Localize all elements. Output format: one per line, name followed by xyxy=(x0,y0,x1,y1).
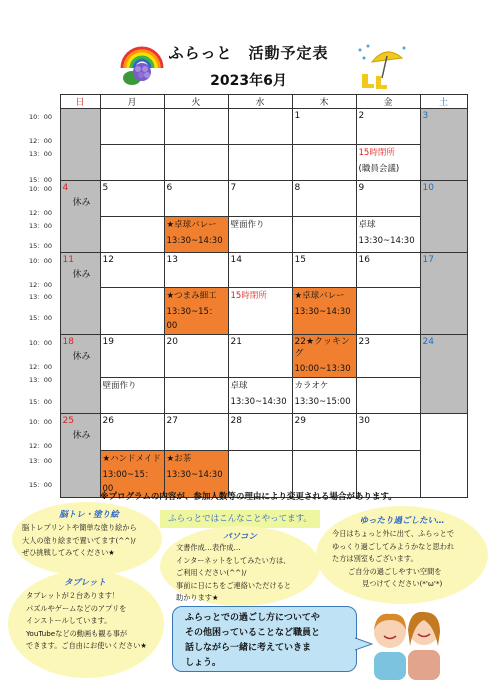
time-labels-week1 xyxy=(27,109,60,184)
calendar-cell-wed-pm xyxy=(228,378,292,414)
time-label-1300: 13：00 xyxy=(29,149,53,158)
event-time: 13:30~15:00 xyxy=(294,397,351,407)
closed-label: 休み xyxy=(72,352,91,362)
weekday-tue: 火 xyxy=(164,95,228,109)
calendar-cell-fri-pm xyxy=(356,288,420,335)
time-label-1000: 10：00 xyxy=(29,338,53,347)
weekday-fri: 金 xyxy=(356,95,420,109)
calendar-cell-thu-pm xyxy=(292,378,356,414)
calendar-cell-wed-am: 28 xyxy=(228,414,292,451)
relax-text: 今日はちょっと外に出て、ふらっとで ゆっくり過ごしてみようかなと思われ た方は別室もございます。 ご自分の過ごしやすい空間を 見つけてください(*'ω'*) xyxy=(332,529,455,588)
calendar-cell-mon-am: 19 xyxy=(100,335,164,378)
time-label-1000: 10：00 xyxy=(29,417,53,426)
calendar-cell-fri-am: 2 xyxy=(356,109,420,145)
calendar-cell-tue-pm xyxy=(164,288,228,335)
time-labels-week2 xyxy=(27,181,60,253)
calendar-cell-sat: 10 xyxy=(420,181,467,253)
calendar-cell-thu-pm xyxy=(292,288,356,335)
calendar-cell-sat: 3 xyxy=(420,109,467,181)
calendar-cell-tue-am xyxy=(164,109,228,145)
calendar-cell-sat: 24 xyxy=(420,335,467,414)
calendar-cell-wed-am: 7 xyxy=(228,181,292,217)
event-time: 13:30~14:30 xyxy=(166,236,223,246)
calendar-cell-sun: 18 休み xyxy=(60,335,100,414)
time-label-1500: 15：00 xyxy=(29,397,53,406)
calendar-cell-tue-am: 27 xyxy=(164,414,228,451)
event-label: ★卓球バレー xyxy=(166,220,217,230)
calendar-cell-fri-pm xyxy=(356,145,420,181)
closed-label: 休み xyxy=(72,270,91,280)
calendar-cell-thu-am: 1 xyxy=(292,109,356,145)
consultation-speech-box: ふらっとでの過ごし方についてや その他困っていることなど職員と 話しながら一緒に考えていきま しょう。 xyxy=(172,606,357,672)
time-labels-week4 xyxy=(27,335,60,414)
calendar-cell-thu-am: 29 xyxy=(292,414,356,451)
calendar-cell-mon-pm xyxy=(100,145,164,181)
closed-label: 休み xyxy=(72,431,91,441)
event-time: 13:00~15：00 xyxy=(102,470,154,494)
event-label: ★クッキング xyxy=(294,337,350,359)
calendar-cell-wed-pm xyxy=(228,145,292,181)
calendar-cell-thu-pm xyxy=(292,217,356,253)
time-label-1000: 10：00 xyxy=(29,184,53,193)
time-label-1500: 15：00 xyxy=(29,241,53,250)
calendar-cell-mon-am: 5 xyxy=(100,181,164,217)
time-labels-week3 xyxy=(27,253,60,335)
calendar-cell-tue-am: 20 xyxy=(164,335,228,378)
event-label: 壁面作り xyxy=(230,220,265,230)
time-label-1000: 10：00 xyxy=(29,112,53,121)
time-label-1300: 13：00 xyxy=(29,375,53,384)
event-label: ★卓球バレー xyxy=(294,291,345,301)
calendar-cell-wed-pm xyxy=(228,217,292,253)
event-label: ★ハンドメイド xyxy=(102,454,161,464)
calendar-cell-tue-am: 13 xyxy=(164,253,228,288)
calendar-cell-fri-am: 30 xyxy=(356,414,420,451)
pc-text: 文書作成…表作成… インターネットをしてみたい方は、 ご利用ください(^^)/ 事前に日にちをご連絡いただけると 助かります★ xyxy=(176,543,292,602)
calendar-cell-tue-pm xyxy=(164,378,228,414)
time-label-1200: 12：00 xyxy=(29,136,53,145)
calendar-cell-mon-pm xyxy=(100,378,164,414)
calendar-cell-mon-pm xyxy=(100,217,164,253)
month-subtitle: 2023年6月 xyxy=(210,73,287,89)
calendar-cell-sun xyxy=(60,109,100,181)
calendar-cell-wed-am xyxy=(228,109,292,145)
event-time: 13:30~15：00 xyxy=(166,307,218,331)
relax-title: ゆったり過ごしたい… xyxy=(359,516,445,526)
tablet-title: タブレット xyxy=(63,578,107,588)
event-time: 13:30~14:30 xyxy=(358,236,415,246)
activity-calendar xyxy=(27,94,468,498)
weekday-mon: 月 xyxy=(100,95,164,109)
time-labels-week5 xyxy=(27,414,60,498)
event-label: カラオケ xyxy=(294,381,329,391)
calendar-cell-sat-empty xyxy=(420,414,467,498)
calendar-cell-mon-pm xyxy=(100,288,164,335)
calendar-cell-thu-am: 15 xyxy=(292,253,356,288)
schedule-notice: ※プログラムの内容が、参加人数等の理由により変更される場合があります。 xyxy=(100,492,397,502)
event-label: ★お茶 xyxy=(166,454,192,464)
weekday-sat: 土 xyxy=(420,95,467,109)
time-header xyxy=(27,95,60,109)
calendar-cell-thu-pm xyxy=(292,145,356,181)
time-label-1500: 15：00 xyxy=(29,175,53,184)
event-label: 卓球 xyxy=(230,381,248,391)
calendar-cell-tue-am: 6 xyxy=(164,181,228,217)
time-label-1200: 12：00 xyxy=(29,280,53,289)
calendar-cell-fri-am: 16 xyxy=(356,253,420,288)
time-label-1000: 10：00 xyxy=(29,256,53,265)
time-label-1200: 12：00 xyxy=(29,208,53,217)
calendar-cell-mon-am: 26 xyxy=(100,414,164,451)
calendar-cell-fri-pm xyxy=(356,378,420,414)
calendar-cell-thu-am: 22★クッキング 10:00~13:30 xyxy=(292,335,356,378)
calendar-cell-sun: 25 休み xyxy=(60,414,100,498)
event-label: 壁面作り xyxy=(102,381,137,391)
calendar-cell-wed-am: 14 xyxy=(228,253,292,288)
staff-illustration xyxy=(368,592,448,682)
event-label: ★つまみ細工 xyxy=(166,291,217,301)
event-label: 15時閉所 xyxy=(358,148,395,158)
calendar-cell-tue-pm xyxy=(164,217,228,253)
time-label-1300: 13：00 xyxy=(29,456,53,465)
time-label-1300: 13：00 xyxy=(29,221,53,230)
event-time: 10:00~13:30 xyxy=(294,364,351,374)
event-time: 13:30~14:30 xyxy=(166,470,223,480)
calendar-cell-sun: 11 休み xyxy=(60,253,100,335)
calendar-cell-tue-pm xyxy=(164,145,228,181)
time-label-1200: 12：00 xyxy=(29,362,53,371)
calendar-cell-mon-am: 12 xyxy=(100,253,164,288)
time-label-1500: 15：00 xyxy=(29,480,53,489)
weekday-sun: 日 xyxy=(60,95,100,109)
event-time: 13:30~14:30 xyxy=(230,397,287,407)
time-label-1500: 15：00 xyxy=(29,313,53,322)
event-label: 15時閉所 xyxy=(230,291,267,301)
calendar-cell-fri-am: 9 xyxy=(356,181,420,217)
event-time: 13:30~14:30 xyxy=(294,307,351,317)
pc-title: パソコン xyxy=(223,532,257,542)
event-note: (職員会議) xyxy=(358,164,400,174)
brain-training-text: 脳トレプリントや簡単な塗り絵から 大人の塗り絵まで置いてます(^^)/ ぜひ挑戦してみてください★ xyxy=(22,523,137,557)
calendar-cell-fri-am: 23 xyxy=(356,335,420,378)
calendar-cell-wed-am: 21 xyxy=(228,335,292,378)
calendar-cell-thu-am: 8 xyxy=(292,181,356,217)
time-label-1200: 12：00 xyxy=(29,441,53,450)
calendar-cell-wed-pm xyxy=(228,288,292,335)
page-title: ふらっと 活動予定表 xyxy=(168,44,329,62)
weekday-wed: 水 xyxy=(228,95,292,109)
closed-label: 休み xyxy=(72,198,91,208)
time-label-1300: 13：00 xyxy=(29,292,53,301)
calendar-cell-fri-pm xyxy=(356,217,420,253)
activities-heading: ふらっとではこんなことやってます。 xyxy=(160,510,320,528)
calendar-cell-sat: 17 xyxy=(420,253,467,335)
calendar-cell-sun: 4 休み xyxy=(60,181,100,253)
calendar-cell-mon-am xyxy=(100,109,164,145)
brain-training-title: 脳トレ・塗り絵 xyxy=(59,510,119,520)
weekday-thu: 木 xyxy=(292,95,356,109)
event-label: 卓球 xyxy=(358,220,376,230)
tablet-text: タブレットが２台あります！ パズルやゲームなどのアプリを インストールしています。 YouTubeなどの動画も観る事が できます。ご自由にお使いください★ xyxy=(26,591,147,650)
